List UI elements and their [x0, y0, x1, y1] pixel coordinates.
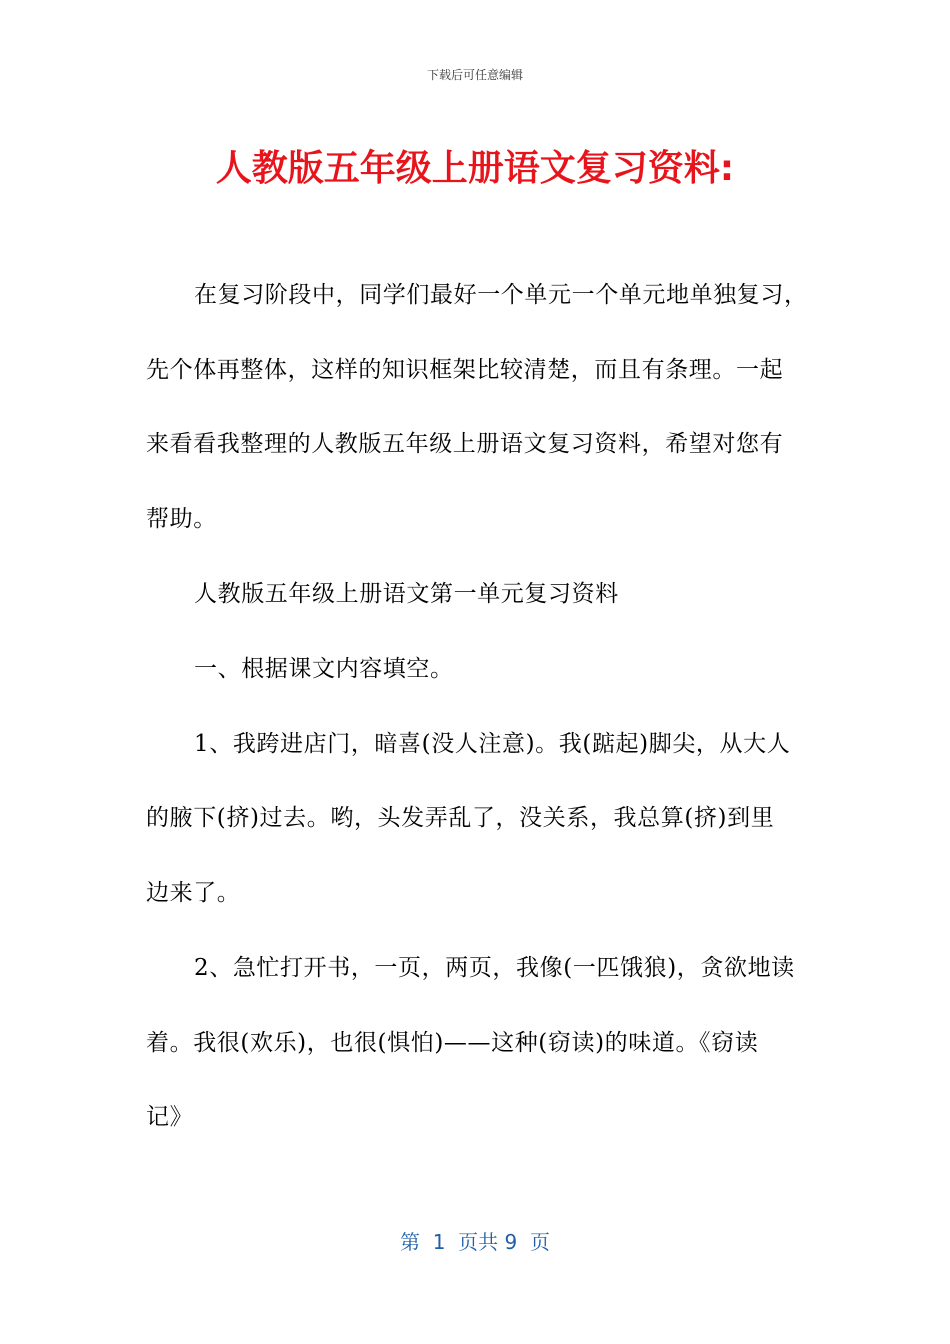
page-footer: 第 1 页共 9 页	[400, 1230, 550, 1254]
paragraph-line: 着。我很(欢乐)，也很(惧怕)——这种(窃读)的味道。《窃读	[146, 1030, 759, 1056]
header-note: 下载后可任意编辑	[426, 68, 523, 82]
paragraph-line: 2、急忙打开书，一页，两页，我像(一匹饿狼)，贪欲地读	[194, 955, 795, 981]
section-heading: 人教版五年级上册语文第一单元复习资料	[194, 581, 619, 607]
paragraph-line: 记》	[146, 1104, 194, 1130]
document-title: 人教版五年级上册语文复习资料:	[215, 148, 735, 189]
paragraph-line: 的腋下(挤)过去。哟，头发弄乱了，没关系，我总算(挤)到里	[146, 805, 775, 831]
paragraph-line: 先个体再整体，这样的知识框架比较清楚，而且有条理。一起	[146, 357, 784, 383]
paragraph-line: 在复习阶段中，同学们最好一个单元一个单元地单独复习，	[194, 282, 808, 308]
paragraph-line: 边来了。	[146, 880, 241, 906]
paragraph-line: 帮助。	[146, 506, 217, 532]
paragraph-line: 来看看我整理的人教版五年级上册语文复习资料，希望对您有	[146, 431, 784, 457]
subsection-heading: 一、根据课文内容填空。	[194, 656, 454, 682]
paragraph-line: 1、我跨进店门，暗喜(没人注意)。我(踮起)脚尖，从大人	[194, 731, 791, 757]
